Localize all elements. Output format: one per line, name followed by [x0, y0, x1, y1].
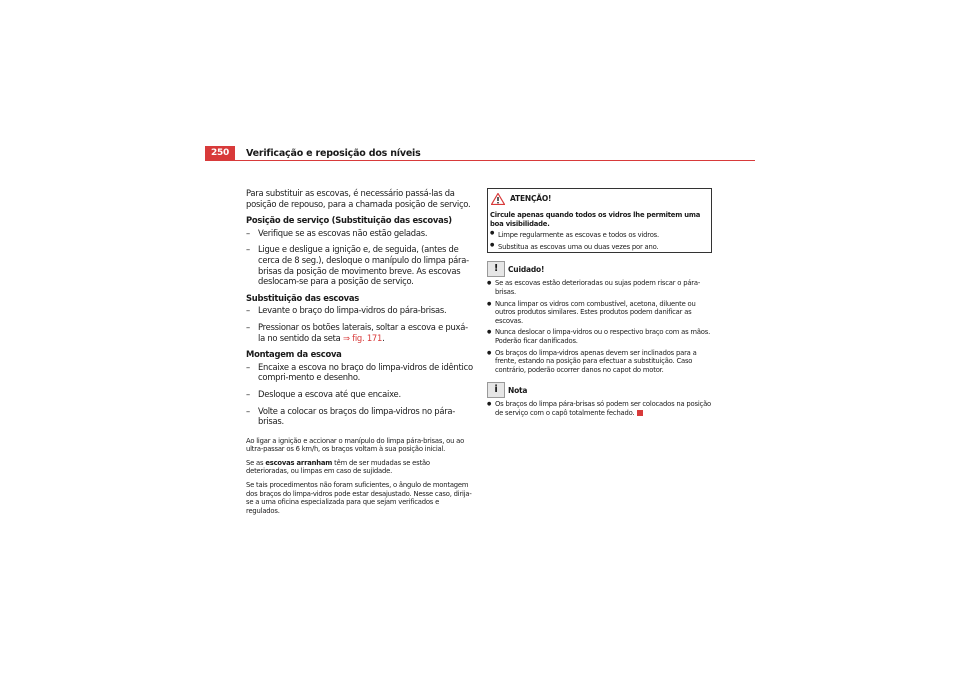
figure-reference-link[interactable]: ⇒ fig. 171: [342, 332, 383, 343]
warning-title: ATENÇÃO!: [510, 194, 552, 203]
note-paragraph: Ao ligar a ignição e accionar o manípulo do limpa pára-brisas, ou ao ultra-passar os 6 km/h, os braços voltam à sua posição inicial.: [246, 436, 465, 454]
step-item: – Volte a colocar os braços do limpa-vidros no pára-brisas.: [246, 406, 474, 427]
section-heading-mounting: Montagem da escova: [246, 349, 342, 360]
note-text: têm de ser mudadas se estão deterioradas, ou limpas em caso de sujidade.: [246, 458, 430, 476]
step-item: – Encaixe a escova no braço do limpa-vidros de idêntico compri-mento e desenho.: [246, 362, 474, 383]
step-item: – Ligue e desligue a ignição e, de seguida, (antes de cerca de 8 seg.), desloque o manípulo do limpa pára-brisas da posição de movimento breve. As escovas deslocam-se para a posição de serviço.: [246, 244, 474, 286]
page-header-title: Verificação e reposição dos níveis: [246, 148, 421, 159]
note-text: Se as: [246, 458, 264, 467]
right-column: [487, 188, 712, 421]
page-number: 250: [205, 146, 235, 160]
warning-lead: Circule apenas quando todos os vidros lhe permitem uma boa visibilidade.: [490, 211, 701, 228]
note-item: [487, 400, 712, 417]
section-heading-service-position: Posição de serviço (Substituição das escovas): [246, 215, 452, 226]
step-item: – Desloque a escova até que encaixe.: [246, 389, 474, 400]
end-of-section-marker-icon: [637, 410, 643, 416]
header-divider: [205, 160, 755, 161]
step-item: [246, 322, 474, 343]
note-title: Nota: [508, 386, 528, 396]
note-paragraph: [246, 459, 474, 476]
intro-paragraph: Para substituir as escovas, é necessário passá-las da posição de repouso, para a chamada posição de serviço.: [246, 188, 471, 209]
warning-item: ● Substitua as escovas uma ou duas vezes por ano.: [490, 241, 711, 253]
step-text-end: .: [382, 332, 385, 343]
info-icon: i: [487, 382, 505, 398]
caution-item: ● Nunca deslocar o limpa-vidros ou o respectivo braço com as mãos. Poderão ficar danificados.: [487, 328, 712, 345]
caution-item: ● Os braços do limpa-vidros apenas devem ser inclinados para a frente, estando na posição para efectuar a substituição. Caso contrário, poderão ocorrer danos no capot do motor.: [487, 349, 712, 375]
caution-icon: !: [487, 261, 505, 277]
warning-box: [487, 188, 712, 253]
warning-triangle-icon: [491, 193, 505, 208]
note-item-text: Os braços do limpa pára-brisas só podem ser colocados na posição de serviço com o capô totalmente fechado.: [495, 400, 711, 417]
note-header: [487, 382, 712, 398]
step-item: – Verifique se as escovas não estão geladas.: [246, 228, 474, 239]
caution-item: ● Se as escovas estão deterioradas ou sujas podem riscar o pára-brisas.: [487, 279, 712, 296]
notes-block: [246, 437, 474, 516]
section-heading-replace-blades: Substituição das escovas: [246, 292, 359, 303]
warning-item: ● Limpe regularmente as escovas e todos os vidros.: [490, 229, 711, 241]
left-column: [246, 188, 474, 520]
caution-header: [487, 261, 712, 277]
caution-item: ● Nunca limpar os vidros com combustível, acetona, diluente ou outros produtos similares. Estes produtos podem danificar as escovas.: [487, 300, 712, 326]
step-item: – Levante o braço do limpa-vidros do pára-brisas.: [246, 305, 474, 316]
note-paragraph: Se tais procedimentos não foram suficientes, o ângulo de montagem dos braços do limpa-vidros pode estar desajustado. Nesse caso, dirija-se a uma oficina especializada para que sejam verificados e regulados.: [246, 481, 472, 515]
warning-header: [488, 188, 711, 209]
step-text: Pressionar os botões laterais, soltar a escova e puxá-la no sentido da seta: [258, 321, 468, 343]
caution-title: Cuidado!: [508, 265, 545, 275]
note-bold-text: escovas arranham: [265, 458, 333, 467]
